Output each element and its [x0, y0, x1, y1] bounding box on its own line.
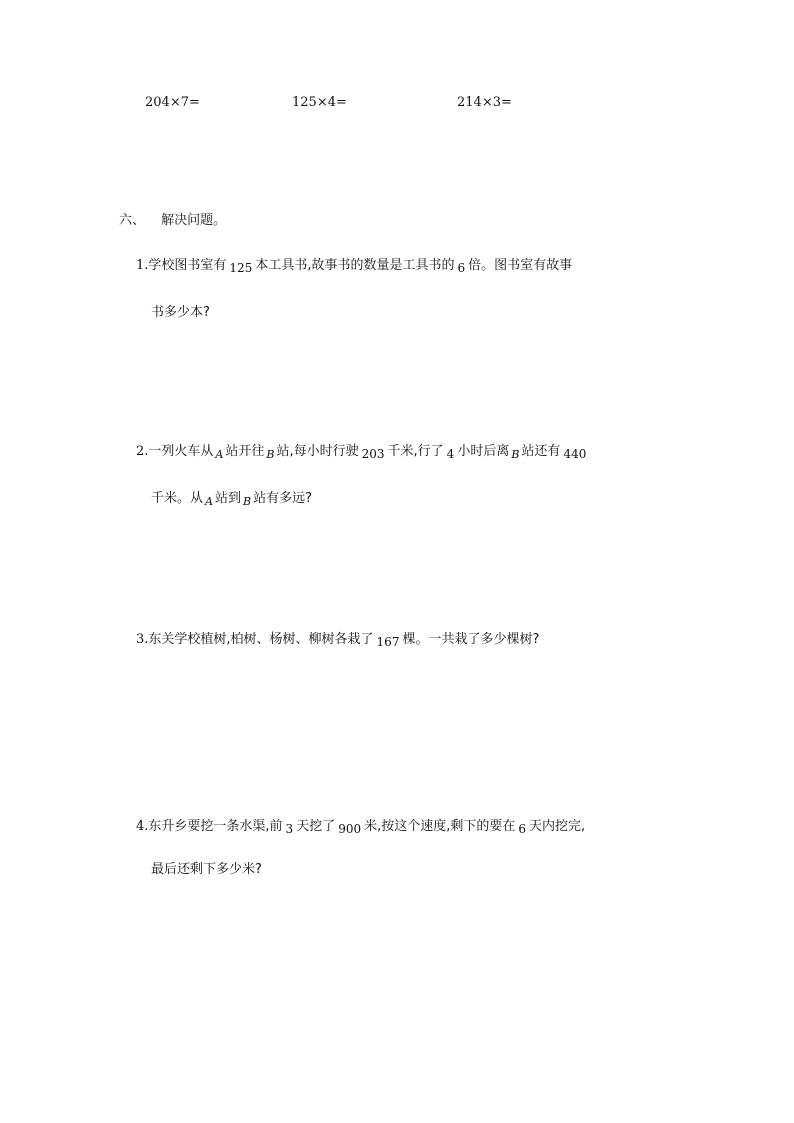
calculation-row [0, 95, 794, 117]
problem-text: 天挖了 [296, 819, 336, 834]
problem-text: 千米。从 [151, 491, 204, 506]
station-label: A [215, 448, 224, 461]
problem-text: 一列火车从 [148, 444, 214, 459]
problem-text: 千米,行了 [387, 444, 444, 459]
section-number: 六、 [119, 213, 146, 228]
problem-number: 3. [136, 632, 149, 647]
problem-line [136, 628, 539, 647]
problem-text: 站,每小时行驶 [276, 444, 359, 459]
problem-number-value: 203 [361, 447, 385, 461]
calculation-item: 125×4= [292, 95, 347, 110]
problem-text: 站有多远? [253, 491, 312, 506]
problem-text: 站开往 [225, 444, 265, 459]
problem-line [136, 815, 585, 834]
station-label: B [511, 448, 520, 461]
station-label: A [205, 495, 213, 508]
problem-number-value: 440 [563, 447, 587, 461]
problem-line [151, 487, 312, 506]
problem-text: 小时后离 [457, 444, 510, 459]
problem-text: 天内挖完, [529, 819, 586, 834]
calculation-item: 204×7= [145, 95, 200, 110]
problem-text: 东关学校植树,柏树、杨树、柳树各栽了 [148, 632, 374, 647]
problem-text: 站还有 [521, 444, 561, 459]
problem-text: 本工具书,故事书的数量是工具书的 [255, 258, 455, 273]
problem-text: 倍。图书室有故事 [468, 258, 573, 273]
problem-text: 棵。一共栽了多少棵树? [402, 632, 540, 647]
problem-text: 书多少本? [151, 305, 210, 320]
problem-number-value: 125 [229, 261, 253, 275]
problem-line [136, 254, 572, 273]
station-label: B [242, 495, 252, 508]
problem-text: 最后还剩下多少米? [151, 862, 262, 877]
calculation-item: 214×3= [457, 95, 512, 110]
problem-text: 米,按这个速度,剩下的要在 [364, 819, 516, 834]
problem-number-value: 167 [376, 635, 400, 649]
problem-number: 1. [136, 258, 149, 273]
station-label: B [266, 448, 275, 461]
problem-line [136, 440, 589, 459]
section-heading [119, 209, 226, 228]
problem-number: 2. [136, 444, 149, 459]
problem-line [151, 301, 210, 320]
problem-number-value: 6 [457, 261, 466, 275]
problem-number-value: 4 [446, 447, 455, 461]
section-title: 解决问题。 [161, 213, 227, 228]
problem-text: 站到 [214, 491, 241, 506]
problem-text: 东升乡要挖一条水渠,前 [148, 819, 283, 834]
problem-number-value: 3 [285, 822, 294, 836]
problem-line [151, 858, 262, 877]
problem-text: 学校图书室有 [148, 258, 227, 273]
problem-number-value: 6 [518, 822, 527, 836]
problem-number-value: 900 [338, 822, 362, 836]
problem-number: 4. [136, 819, 149, 834]
